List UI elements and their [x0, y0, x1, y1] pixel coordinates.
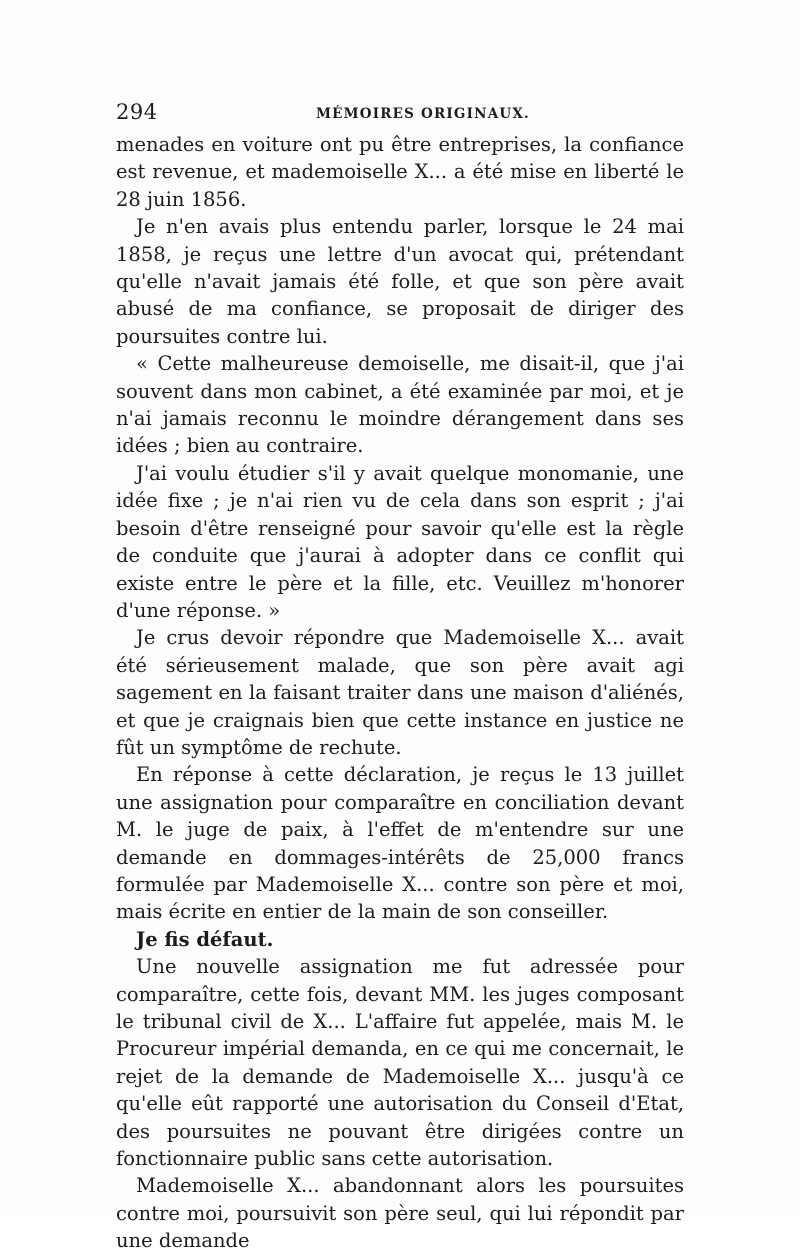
paragraph-second-summons: Une nouvelle assignation me fut adressée pour comparaître, cette fois, devant MM. les juges composant le tribunal civil de X... L'affaire fut appelée, mais M. le Procureur impérial demanda, en ce qui me concernait, le rejet de la demande de Mademoiselle X... jusqu'à ce qu'elle eût rapporté une autorisation du Conseil d'Etat, des poursuites ne pouvant être dirigées contre un fonctionnaire public sans cette autorisation.	[116, 955, 684, 1171]
paragraph-quote-start: « Cette malheureuse demoiselle, me disait-il, que j'ai souvent dans mon cabinet, a été examinée par moi, et je n'ai jamais reconnu le moindre dérangement dans ses idées ; bien au contraire.	[116, 352, 684, 458]
running-head: MÉMOIRES ORIGINAUX.	[316, 106, 530, 122]
paragraph-default: Je fis défaut.	[136, 927, 274, 951]
paragraph-quote-end: J'ai voulu étudier s'il y avait quelque monomanie, une idée fixe ; je n'ai rien vu de cela dans son esprit ; j'ai besoin d'être renseigné pour savoir qu'elle est la règle de conduite que j'aurai à adopter dans ce conflit qui existe entre le père et la fille, etc. Veuillez m'honorer d'une réponse. »	[116, 461, 684, 622]
paragraph-reply: Je crus devoir répondre que Mademoiselle X... avait été sérieusement malade, que son père avait agi sagement en la faisant traiter dans une maison d'aliénés, et que je craignais bien que cette instance en justice ne fût un symptôme de rechute.	[116, 626, 684, 759]
paragraph-summons: En réponse à cette déclaration, je reçus le 13 juillet une assignation pour comparaître en conciliation devant M. le juge de paix, à l'effet de m'entendre sur une demande en dommages-intérêts de 25,000 francs formulée par Mademoiselle X... contre son père et moi, mais écrite en entier de la main de son conseiller.	[116, 763, 684, 924]
paragraph-lawyer-letter: Je n'en avais plus entendu parler, lorsque le 24 mai 1858, je reçus une lettre d'un avocat qui, prétendant qu'elle n'avait jamais été folle, et que son père avait abusé de ma confiance, se proposait de diriger des poursuites contre lui.	[116, 215, 684, 348]
paragraph-abandon: Mademoiselle X... abandonnant alors les poursuites contre moi, poursuivit son père seul, qui lui répondit par une demande	[116, 1174, 684, 1253]
page-header	[116, 100, 684, 130]
page-number: 294	[116, 100, 158, 124]
paragraph-continuation: menades en voiture ont pu être entreprises, la confiance est revenue, et mademoiselle X... a été mise en liberté le 28 juin 1856.	[116, 133, 684, 211]
body-text	[116, 131, 684, 1255]
